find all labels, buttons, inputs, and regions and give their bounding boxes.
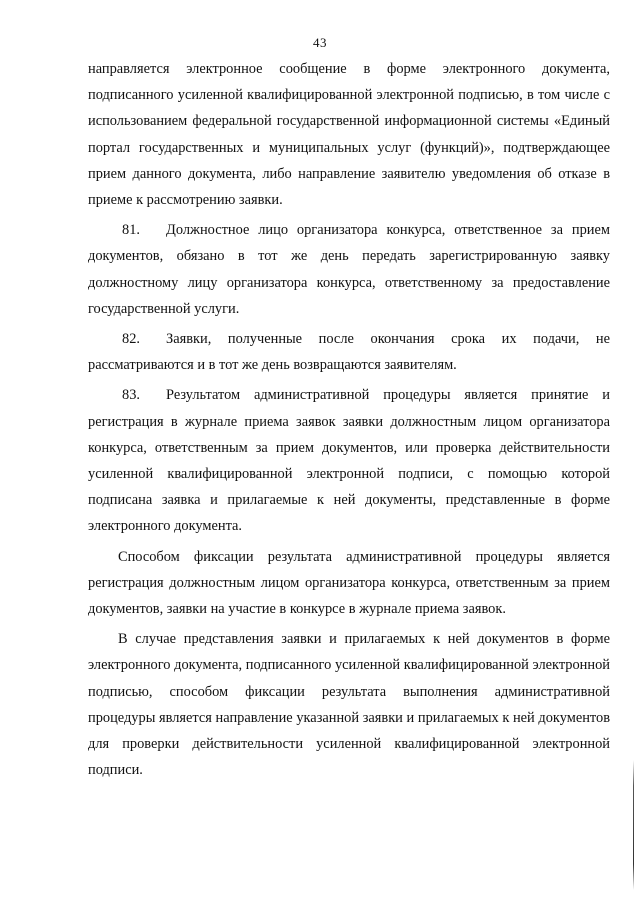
paragraph-electronic-case xyxy=(88,626,610,783)
paragraph-text: Должностное лицо организатора конкурса, ответственное за прием документов, обязано в тот же день передать зарегистрированную заявку должностному лицу организатора конкурса, ответственному за предоставление государственной услуги. xyxy=(88,222,610,317)
paragraph-number: 83. xyxy=(122,387,140,404)
paragraph-text: Заявки, полученные после окончания срока их подачи, не рассматриваются и в тот же день возвращаются заявителям. xyxy=(88,331,610,374)
page-number: 43 xyxy=(313,35,327,50)
paragraph-text: направляется электронное сообщение в форме электронного документа, подписанного усиленной квалифицированной электронной подписью, в том числе с использованием федеральной государственной информационной системы «Единый портал государственных и муниципальных услуг (функций)», подтверждающее прием данного документа, либо направление заявителю уведомления об отказе в приеме к рассмотрению заявки. xyxy=(88,61,610,209)
paragraph-text: В случае представления заявки и прилагаемых к ней документов в форме электронного документа, подписанного усиленной квалифицированной электронной подписью, способом фиксации результата выполнения административной процедуры является направление указанной заявки и прилагаемых к ней документов для проверки действительности усиленной квалифицированной электронной подписи. xyxy=(88,631,610,779)
paragraph-number: 82. xyxy=(122,331,140,348)
paragraph-item-83 xyxy=(88,382,610,539)
paragraph-item-82 xyxy=(88,326,610,378)
paragraph-number: 81. xyxy=(122,222,140,239)
paragraph-continuation xyxy=(88,56,610,213)
paragraph-fixation-method xyxy=(88,544,610,623)
paragraph-item-81 xyxy=(88,217,610,322)
document-body xyxy=(88,56,610,783)
scan-edge-line xyxy=(633,760,634,890)
paragraph-text: Результатом административной процедуры является принятие и регистрация в журнале приема заявок заявки должностным лицом организатора конкурса, ответственным за прием документов, или проверка действительности усиленной квалифицированной электронной подписи, с помощью которой подписана заявка и прилагаемые к ней документы, представленные в форме электронного документа. xyxy=(88,387,610,535)
paragraph-text: Способом фиксации результата административной процедуры является регистрация должностным лицом организатора конкурса, ответственным за прием документов, заявки на участие в конкурсе в журнале приема заявок. xyxy=(88,548,610,618)
